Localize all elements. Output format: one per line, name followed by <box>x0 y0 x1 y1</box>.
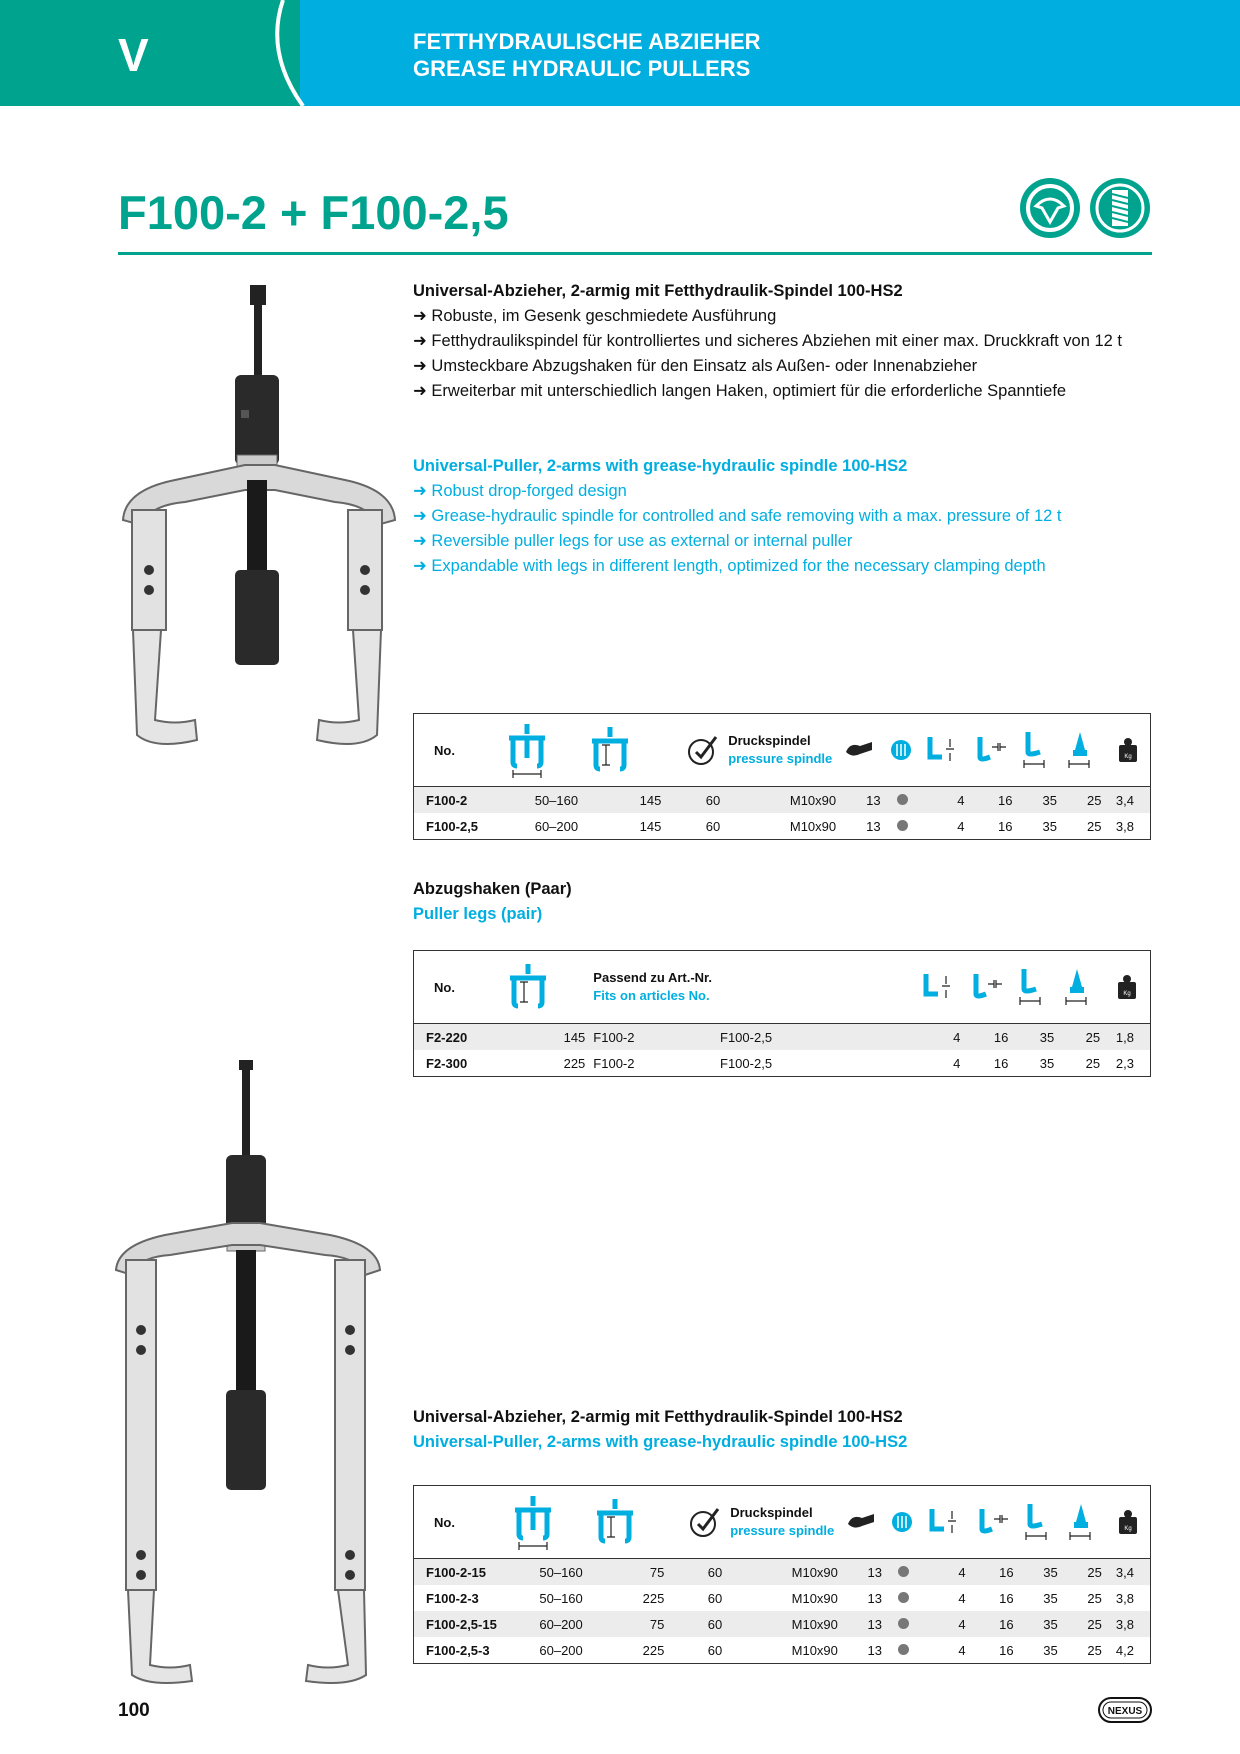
hook-thickness-icon <box>1062 1486 1106 1559</box>
weight-label: Kg <box>1124 754 1132 760</box>
page-number: 100 <box>118 1700 150 1721</box>
table-cell: 13 <box>842 1559 886 1586</box>
table-cell: 16 <box>999 1590 1014 1606</box>
table-cell: 16 <box>999 1642 1014 1658</box>
hook-width-icon <box>922 1486 970 1559</box>
spindle-label-de: Druckspindel <box>730 1505 813 1520</box>
table-cell: 60 <box>668 1611 726 1637</box>
table-cell: 4 <box>920 787 968 814</box>
table-header <box>414 951 1151 1024</box>
table-cell: 1,8 <box>1104 1024 1150 1051</box>
header-title <box>413 28 761 82</box>
table-cell: 25 <box>1061 787 1105 814</box>
fits-label <box>589 951 716 1024</box>
hook-gap-icon <box>968 714 1016 787</box>
table-cell: 145 <box>500 1024 589 1051</box>
section-letter: V <box>118 29 149 81</box>
table-cell: 60 <box>705 818 721 834</box>
table-cell: 35 <box>1018 1611 1062 1637</box>
article-number: F100-2-15 <box>414 1559 506 1586</box>
weight-icon <box>1105 714 1150 787</box>
product-title: F100-2 + F100-2,5 <box>118 186 509 239</box>
table-cell: 2,3 <box>1115 1055 1134 1071</box>
spindle-label-en: pressure spindle <box>728 751 833 766</box>
grease-nipple-icon <box>886 1486 922 1559</box>
table-cell: 16 <box>998 818 1013 834</box>
table-cell: 35 <box>1039 1055 1055 1071</box>
no-label: No. <box>414 951 501 1024</box>
table-cell: 3,4 <box>1106 1559 1151 1586</box>
table-cell: 50–160 <box>499 787 582 814</box>
wrench-icon <box>840 714 884 787</box>
variant-heading <box>413 1405 907 1455</box>
table-cell: 4 <box>916 1024 964 1051</box>
article-number: F100-2,5 <box>426 818 479 834</box>
dot-icon <box>898 1592 909 1603</box>
force-icon <box>668 1486 726 1559</box>
description-de-heading: Universal-Abzieher, 2-armig mit Fetthydraulik-Spindel 100-HS2 <box>413 282 903 300</box>
safety-icon <box>1020 178 1080 238</box>
hook-width-icon <box>920 714 968 787</box>
grease-dot <box>885 813 921 840</box>
table-cell: 25 <box>1087 1590 1102 1606</box>
description-de-bullet: ➜ Fetthydraulikspindel für kontrolliertes und sicheres Abziehen mit einer max. Druckkraft von 12 t <box>413 329 1122 354</box>
hook-depth-icon <box>1018 1486 1062 1559</box>
no-label: No. <box>414 714 499 787</box>
dot-icon <box>897 794 908 805</box>
table1-rows <box>414 787 1151 840</box>
table-cell: 60–200 <box>534 818 579 834</box>
fits-label-de: Passend zu Art.-Nr. <box>593 970 713 985</box>
table-cell: 225 <box>563 1055 586 1071</box>
table-cell: 50–160 <box>539 1590 583 1606</box>
hook-depth-icon <box>1016 714 1060 787</box>
table-cell: 4,2 <box>1115 1642 1134 1658</box>
table-cell: 16 <box>970 1559 1018 1586</box>
table-row <box>414 813 1151 840</box>
legs-heading <box>413 877 572 927</box>
table-cell: 3,8 <box>1106 1611 1151 1637</box>
hook-gap-icon <box>970 1486 1018 1559</box>
table-cell: 145 <box>639 818 662 834</box>
description-de-bullet: ➜ Robuste, im Gesenk geschmiedete Ausführung <box>413 304 1122 329</box>
table-cell: 225 <box>642 1642 665 1658</box>
table-cell: 35 <box>1043 1642 1058 1658</box>
table-header <box>414 714 1151 787</box>
table-cell: 13 <box>842 1611 886 1637</box>
table-cell: 13 <box>867 1590 882 1606</box>
table-cell: 25 <box>1058 1024 1104 1051</box>
table-cell: M10x90 <box>724 787 840 814</box>
page-header <box>0 0 1240 106</box>
variant-heading-en: Universal-Puller, 2-arms with grease-hydraulic spindle 100-HS2 <box>413 1433 908 1451</box>
table-cell: F100-2,5 <box>716 1024 916 1051</box>
table-cell: 4 <box>958 1642 966 1658</box>
table-cell: 3,8 <box>1115 818 1134 834</box>
table-cell: M10x90 <box>789 818 837 834</box>
variant-heading-de: Universal-Abzieher, 2-armig mit Fetthydraulik-Spindel 100-HS2 <box>413 1408 903 1426</box>
table-row <box>414 787 1151 814</box>
table-cell: 25 <box>1087 1642 1102 1658</box>
depth-icon <box>587 1486 669 1559</box>
depth-icon <box>582 714 665 787</box>
puller-image-top <box>115 280 405 750</box>
table-cell: M10x90 <box>726 1611 842 1637</box>
dot-icon <box>898 1618 909 1629</box>
weight-label: Kg <box>1124 1526 1132 1532</box>
table-cell: 60–200 <box>539 1642 583 1658</box>
table-row <box>414 1024 1151 1051</box>
table-cell: 35 <box>1016 787 1060 814</box>
table-cell: 25 <box>1085 1055 1101 1071</box>
table-header <box>414 1486 1151 1559</box>
force-icon <box>665 714 724 787</box>
table-cell: 75 <box>587 1559 669 1586</box>
dot-icon <box>897 820 908 831</box>
table-cell: F100-2 <box>593 1055 635 1071</box>
title-rule <box>118 252 1152 255</box>
description-en-bullet: ➜ Grease-hydraulic spindle for controlled and safe removing with a max. pressure of 12 t <box>413 504 1061 529</box>
legs-table <box>413 950 1151 1077</box>
header-title-de: FETTHYDRAULISCHE ABZIEHER <box>413 29 761 54</box>
fits-label-en: Fits on articles No. <box>593 988 710 1003</box>
description-de-bullet: ➜ Erweiterbar mit unterschiedlich langen Haken, optimiert für die erforderliche Spanntiefe <box>413 379 1122 404</box>
table-row <box>414 1559 1151 1586</box>
table-cell: M10x90 <box>791 1590 838 1606</box>
table-cell: 16 <box>970 1611 1018 1637</box>
dot-icon <box>898 1644 909 1655</box>
no-label: No. <box>414 1486 506 1559</box>
description-en-bullet: ➜ Expandable with legs in different length, optimized for the necessary clamping depth <box>413 554 1061 579</box>
table-cell: 25 <box>1062 1559 1106 1586</box>
nexus-logo <box>1098 1697 1152 1723</box>
article-number: F100-2,5-3 <box>426 1642 490 1658</box>
table-cell: 16 <box>993 1055 1009 1071</box>
table-cell: 50–160 <box>505 1559 587 1586</box>
legs-heading-de: Abzugshaken (Paar) <box>413 880 572 898</box>
table-cell: 4 <box>957 818 965 834</box>
table-cell: 13 <box>867 1642 882 1658</box>
grease-dot <box>886 1611 922 1637</box>
logo-text: NEXUS <box>1107 1706 1143 1717</box>
weight-icon <box>1106 1486 1151 1559</box>
table-cell: 60–200 <box>505 1611 587 1637</box>
article-number: F100-2 <box>414 787 499 814</box>
table-cell: 35 <box>1042 818 1057 834</box>
table-cell: 13 <box>840 787 884 814</box>
table-cell: 75 <box>587 1611 669 1637</box>
wrench-icon <box>842 1486 886 1559</box>
hook-thickness-icon <box>1061 714 1105 787</box>
spindle-icon <box>1090 178 1150 238</box>
weight-icon <box>1104 951 1150 1024</box>
table-cell: 35 <box>1012 1024 1058 1051</box>
puller-image-bottom <box>110 1055 400 1685</box>
table-cell: 60 <box>665 787 724 814</box>
grease-dot <box>886 1559 922 1586</box>
table-cell: 35 <box>1018 1559 1062 1586</box>
hook-depth-icon <box>1012 951 1058 1024</box>
table-cell: 4 <box>958 1590 966 1606</box>
table-row <box>414 1637 1151 1664</box>
grease-dot <box>885 787 921 814</box>
hook-width-icon <box>916 951 964 1024</box>
article-number: F2-220 <box>414 1024 501 1051</box>
table-cell: 4 <box>922 1611 970 1637</box>
article-number: F100-2,5-15 <box>414 1611 506 1637</box>
table-cell: 16 <box>964 1024 1012 1051</box>
spindle-label-en: pressure spindle <box>730 1523 835 1538</box>
table-cell: 145 <box>582 787 665 814</box>
table-cell: 16 <box>968 787 1016 814</box>
table-cell: 4 <box>953 1055 961 1071</box>
table-cell: 4 <box>922 1559 970 1586</box>
spindle-label <box>724 714 840 787</box>
hook-gap-icon <box>964 951 1012 1024</box>
table2-rows <box>414 1559 1151 1664</box>
description-en-bullet: ➜ Robust drop-forged design <box>413 479 1061 504</box>
header-title-en: GREASE HYDRAULIC PULLERS <box>413 56 751 81</box>
description-en <box>413 454 1061 579</box>
table-cell: 13 <box>866 818 881 834</box>
table-row <box>414 1611 1151 1637</box>
spec-table-2 <box>413 1485 1151 1664</box>
span-icon <box>499 714 582 787</box>
hook-thickness-icon <box>1058 951 1104 1024</box>
grease-dot <box>886 1585 922 1611</box>
table-cell: M10x90 <box>726 1559 842 1586</box>
table-cell: 35 <box>1043 1590 1058 1606</box>
legs-heading-en: Puller legs (pair) <box>413 905 543 923</box>
section-tab <box>0 0 300 106</box>
table-cell: 60 <box>668 1559 726 1586</box>
article-number: F100-2-3 <box>426 1590 479 1606</box>
table-cell: F100-2,5 <box>720 1055 773 1071</box>
weight-label: Kg <box>1123 991 1131 997</box>
spindle-label <box>726 1486 842 1559</box>
grease-nipple-icon <box>885 714 921 787</box>
table-cell: 25 <box>1062 1611 1106 1637</box>
table-cell: 3,4 <box>1105 787 1150 814</box>
legs-rows <box>414 1024 1151 1077</box>
table-cell: 60 <box>707 1590 723 1606</box>
table-cell: M10x90 <box>791 1642 838 1658</box>
description-en-heading: Universal-Puller, 2-arms with grease-hydraulic spindle 100-HS2 <box>413 457 908 475</box>
article-number: F2-300 <box>426 1055 468 1071</box>
spindle-label-de: Druckspindel <box>728 733 811 748</box>
depth-icon <box>500 951 589 1024</box>
description-de <box>413 279 1122 404</box>
table-cell: 225 <box>642 1590 665 1606</box>
description-en-bullet: ➜ Reversible puller legs for use as external or internal puller <box>413 529 1061 554</box>
table-cell: 60 <box>707 1642 723 1658</box>
grease-dot <box>886 1637 922 1664</box>
description-de-bullet: ➜ Umsteckbare Abzugshaken für den Einsatz als Außen- oder Innenabzieher <box>413 354 1122 379</box>
table-row <box>414 1050 1151 1077</box>
table-cell: 3,8 <box>1115 1590 1134 1606</box>
spec-table-1 <box>413 713 1151 840</box>
table-cell: 25 <box>1086 818 1102 834</box>
table-row <box>414 1585 1151 1611</box>
table-cell: F100-2 <box>589 1024 716 1051</box>
dot-icon <box>898 1566 909 1577</box>
span-icon <box>505 1486 587 1559</box>
